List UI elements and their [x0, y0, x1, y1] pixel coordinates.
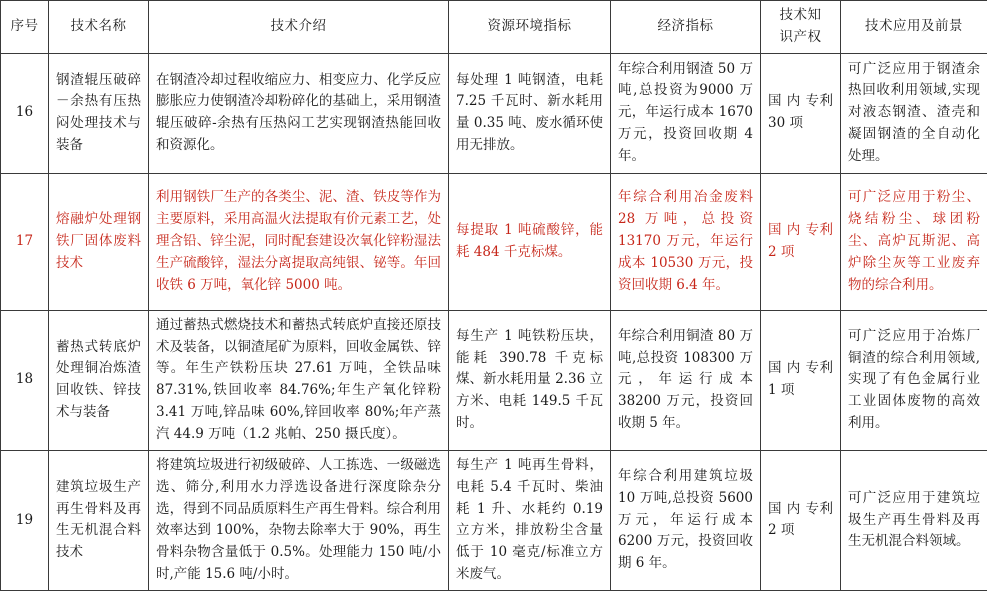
cell-technology-name: 蓄热式转底炉处理铜冶炼渣回收铁、锌技术与装备: [49, 310, 149, 450]
cell-intellectual-property: 国 内 专利 30 项: [761, 53, 841, 173]
cell-sequence: 18: [1, 310, 49, 450]
cell-economic-index: 年综合利用铜渣 80 万吨,总投资 108300 万元，年运行成本 38200 万元，投资回收期 5 年。: [611, 310, 761, 450]
column-header-technology-name: 技术名称: [49, 1, 149, 54]
column-header-application-prospect: 技术应用及前景: [841, 1, 987, 54]
column-header-economic-index: 经济指标: [611, 1, 761, 54]
table-body: [1, 53, 987, 590]
cell-economic-index: 年综合利用建筑垃圾 10 万吨,总投资 5600 万元，年运行成本 6200 万元，投资回收期 6 年。: [611, 450, 761, 590]
cell-technology-name: 钢渣辊压破碎－余热有压热闷处理技术与装备: [49, 53, 149, 173]
cell-technology-name: 建筑垃圾生产再生骨料及再生无机混合料技术: [49, 450, 149, 590]
cell-economic-index: 年综合利用钢渣 50 万吨,总投资为9000 万元，年运行成本 1670 万元，投资回收期 4 年。: [611, 53, 761, 173]
ip-header-line-1: 技术知: [768, 5, 833, 27]
cell-technology-introduction: 利用钢铁厂生产的各类尘、泥、渣、铁皮等作为主要原料，采用高温火法提取有价元素工艺，处理含铅、锌尘泥，同时配套建设次氧化锌粉湿法生产硫酸锌，湿法分离提取高纯银、铋等。年回收铁 6 万吨，氧化锌 5000 吨。: [149, 173, 449, 310]
cell-economic-index: 年综合利用冶金废料 28 万吨，总投资 13170 万元，年运行成本 10530 万元，投资回收期 6.4 年。: [611, 173, 761, 310]
cell-application-prospect: 可广泛应用于粉尘、烧结粉尘、球团粉尘、高炉瓦斯泥、高炉除尘灰等工业废弃物的综合利用。: [841, 173, 987, 310]
cell-application-prospect: 可广泛应用于建筑垃圾生产再生骨料及再生无机混合料领域。: [841, 450, 987, 590]
cell-intellectual-property: 国 内 专利 2 项: [761, 450, 841, 590]
cell-sequence: 16: [1, 53, 49, 173]
cell-intellectual-property: 国 内 专利 1 项: [761, 310, 841, 450]
column-header-sequence: 序号: [1, 1, 49, 54]
table-header: [1, 1, 987, 54]
cell-technology-introduction: 通过蓄热式燃烧技术和蓄热式转底炉直接还原技术及装备，以铜渣尾矿为原料，回收金属铁、锌等。年生产铁粉压块 27.61 万吨，全铁品味 87.31%,铁回收率 84.76%;年生产氧化锌粉 3.41 万吨,锌品味 60%,锌回收率 80%;年产蒸汽 44.9 万吨（1.2 兆帕、250 摄氏度）。: [149, 310, 449, 450]
column-header-resource-environment-index: 资源环境指标: [449, 1, 611, 54]
cell-intellectual-property: 国 内 专利 2 项: [761, 173, 841, 310]
cell-application-prospect: 可广泛应用于钢渣余热回收利用领域,实现对液态钢渣、渣壳和凝固钢渣的全自动化处理。: [841, 53, 987, 173]
cell-sequence: 19: [1, 450, 49, 590]
header-row: [1, 1, 987, 54]
table-row-highlighted: [1, 173, 987, 310]
cell-technology-introduction: 在钢渣冷却过程收缩应力、相变应力、化学反应膨胀应力使钢渣冷却粉碎化的基础上，采用钢渣辊压破碎-余热有压热闷工艺实现钢渣热能回收和资源化。: [149, 53, 449, 173]
table-row: [1, 450, 987, 590]
ip-header-line-2: 识产权: [768, 27, 833, 49]
column-header-intellectual-property: [761, 1, 841, 54]
cell-application-prospect: 可广泛应用于冶炼厂铜渣的综合利用领域,实现了有色金属行业工业固体废物的高效利用。: [841, 310, 987, 450]
table-row: [1, 310, 987, 450]
table-row: [1, 53, 987, 173]
cell-technology-name: 熔融炉处理钢铁厂固体废料技术: [49, 173, 149, 310]
cell-sequence: 17: [1, 173, 49, 310]
cell-resource-environment-index: 每生产 1 吨再生骨料，电耗 5.4 千瓦时、柴油耗 1 升、水耗约 0.19 立方米，排放粉尘含量低于 10 毫克/标准立方米废气。: [449, 450, 611, 590]
cell-resource-environment-index: 每处理 1 吨钢渣，电耗 7.25 千瓦时、新水耗用量 0.35 吨、废水循环使用无排放。: [449, 53, 611, 173]
column-header-technology-introduction: 技术介绍: [149, 1, 449, 54]
cell-technology-introduction: 将建筑垃圾进行初级破碎、人工拣选、一级磁选选、筛分,利用水力浮选设备进行深度除杂分选，得到不同品质原料生产再生骨料。综合利用效率达到 100%，杂物去除率大于 90%，再生骨料杂物含量低于 0.5%。处理能力 150 吨/小时,产能 15.6 吨/小时。: [149, 450, 449, 590]
cell-resource-environment-index: 每提取 1 吨硫酸锌，能耗 484 千克标煤。: [449, 173, 611, 310]
cell-resource-environment-index: 每生产 1 吨铁粉压块，能耗 390.78 千克标煤、新水耗用量 2.36 立方米、电耗 149.5 千瓦时。: [449, 310, 611, 450]
